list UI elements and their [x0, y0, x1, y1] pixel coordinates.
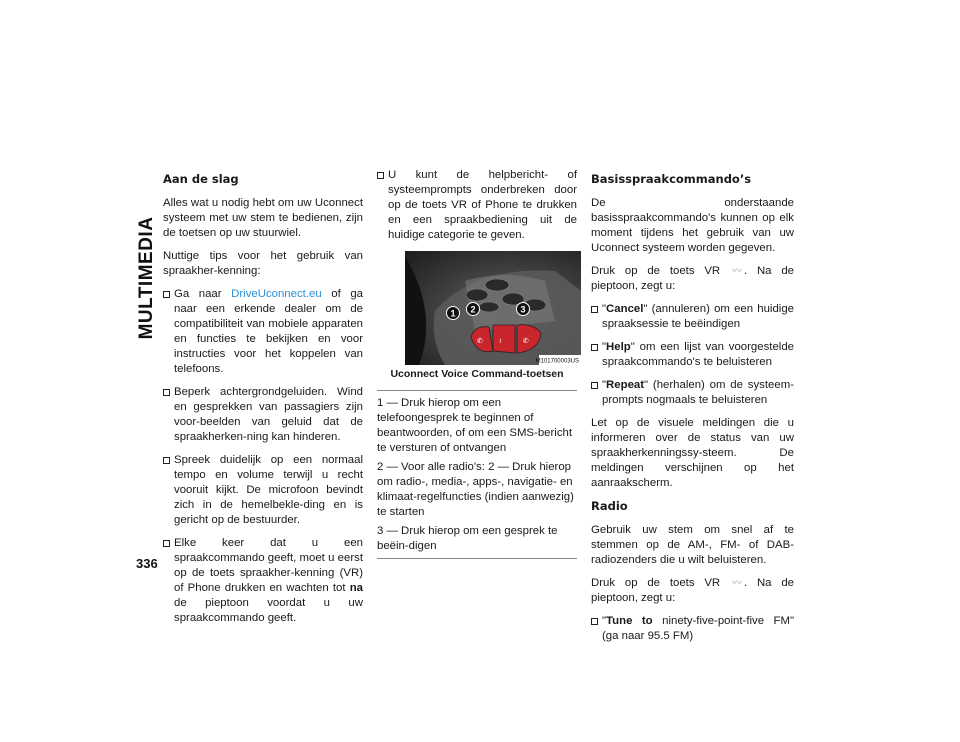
square-bullet-icon	[163, 457, 170, 464]
paragraph-press-vr-radio: Druk op de toets VR 〰 . Na de pieptoon, zegt u:	[591, 577, 794, 604]
callout-2	[467, 303, 480, 316]
list-item: Elke keer dat u een spraakcommando geeft, moet u eerst op de toets spraakher-kenning (VR) of Phone drukken en wachten tot na de pieptoon voordat u uw spraakcommando geeft.	[163, 536, 363, 626]
tips-list	[163, 287, 363, 626]
steering-wheel-controls-image	[405, 251, 581, 365]
radio-commands-list	[591, 614, 794, 644]
list-item: U kunt de helpbericht- of systeemprompts onderbreken door op de toets VR of Phone te drukken en een spraakbediening uit de huidige categorie te geven.	[377, 168, 577, 243]
svg-text:1: 1	[450, 308, 456, 319]
legend-item-2: 2 — Voor alle radio's: 2 — Druk hierop om radio-, media-, apps-, navigatie- en klimaat-regelfuncties (indien aanwezig) te starten	[377, 461, 574, 518]
paragraph-intro: Alles wat u nodig hebt om uw Uconnect systeem met uw stem te bedienen, zijn de toetsen op uw stuurwiel.	[163, 197, 363, 239]
list-item: Ga naar DriveUconnect.eu of ga naar een erkende dealer om de compatibiliteit van mobiele apparaten en functies te bekijken en voor instructies voor het koppelen van telefoons.	[163, 287, 363, 377]
paragraph-radio-intro: Gebruik uw stem om snel af te stemmen op de AM-, FM- of DAB-radiozenders die u wilt beluisteren.	[591, 524, 794, 566]
list-item: "Repeat" (herhalen) om de systeem-prompts nogmaals te beluisteren	[591, 378, 794, 408]
figure-caption: Uconnect Voice Command-toetsen	[390, 368, 564, 380]
svg-text:✆: ✆	[523, 337, 529, 345]
paragraph-press-vr: Druk op de toets VR 〰 . Na de pieptoon, zegt u:	[591, 265, 794, 292]
list-item: Beperk achtergrondgeluiden. Wind en gesprekken van passagiers zijn voor-beelden van geluid dat de spraakherken-ning kan hinderen.	[163, 385, 363, 445]
section-tab-label: MULTIMEDIA	[136, 216, 157, 340]
column-1	[163, 168, 363, 634]
svg-text:2: 2	[470, 304, 476, 315]
callout-3	[517, 303, 530, 316]
commands-list	[591, 302, 794, 408]
square-bullet-icon	[163, 540, 170, 547]
svg-text:3: 3	[520, 304, 526, 315]
column-3	[591, 168, 794, 652]
square-bullet-icon	[163, 291, 170, 298]
paragraph-tips-intro: Nuttige tips voor het gebruik van spraakher-kenning:	[163, 250, 363, 277]
section-tab	[136, 174, 158, 382]
list-item: Spreek duidelijk op een normaal tempo en volume terwijl u recht vooruit kijkt. De microfoon bevindt zich in de hemelbekle-ding en is gericht op de bestuurder.	[163, 453, 363, 528]
square-bullet-icon	[591, 344, 598, 351]
square-bullet-icon	[377, 172, 384, 179]
legend-item-1: 1 — Druk hierop om een telefoongesprek te beginnen of beantwoorden, of om een SMS-bericht te versturen of ontvangen	[377, 397, 573, 454]
figure-code: M101700003US	[535, 358, 579, 365]
heading-aan-de-slag: Aan de slag	[163, 172, 239, 186]
svg-text:≀: ≀	[499, 337, 502, 345]
figure-legend	[377, 390, 577, 559]
square-bullet-icon	[163, 389, 170, 396]
voice-recognition-icon: 〰	[731, 578, 742, 589]
square-bullet-icon	[591, 382, 598, 389]
tips-list-continued	[377, 168, 577, 243]
list-item: "Cancel" (annuleren) om een huidige spraaksessie te beëindigen	[591, 302, 794, 332]
steering-wheel-figure	[405, 251, 581, 365]
column-2	[377, 168, 577, 559]
list-item: "Tune to ninety-five-point-five FM" (ga naar 95.5 FM)	[591, 614, 794, 644]
square-bullet-icon	[591, 618, 598, 625]
voice-recognition-icon: 〰	[731, 266, 742, 277]
square-bullet-icon	[591, 306, 598, 313]
list-item: "Help" om een lijst van voorgestelde spraakcommando's te beluisteren	[591, 340, 794, 370]
heading-radio: Radio	[591, 499, 628, 513]
svg-text:✆: ✆	[477, 337, 483, 345]
paragraph-basis-intro: De onderstaande basisspraakcommando's kunnen op elk moment tijdens het gebruik van uw Uconnect systeem worden gegeven.	[591, 197, 794, 254]
callout-1	[447, 307, 460, 320]
heading-basisspraakcommandos: Basisspraakcommando’s	[591, 172, 752, 186]
page-number: 336	[136, 556, 158, 571]
driveuconnect-link[interactable]: DriveUconnect.eu	[231, 288, 322, 300]
legend-item-3: 3 — Druk hierop om een gesprek te beëin-digen	[377, 525, 558, 552]
paragraph-visual-notifications: Let op de visuele meldingen die u informeren over de status van uw spraakherkenningssy-steem. De meldingen verschijnen op het aanraakscherm.	[591, 417, 794, 489]
